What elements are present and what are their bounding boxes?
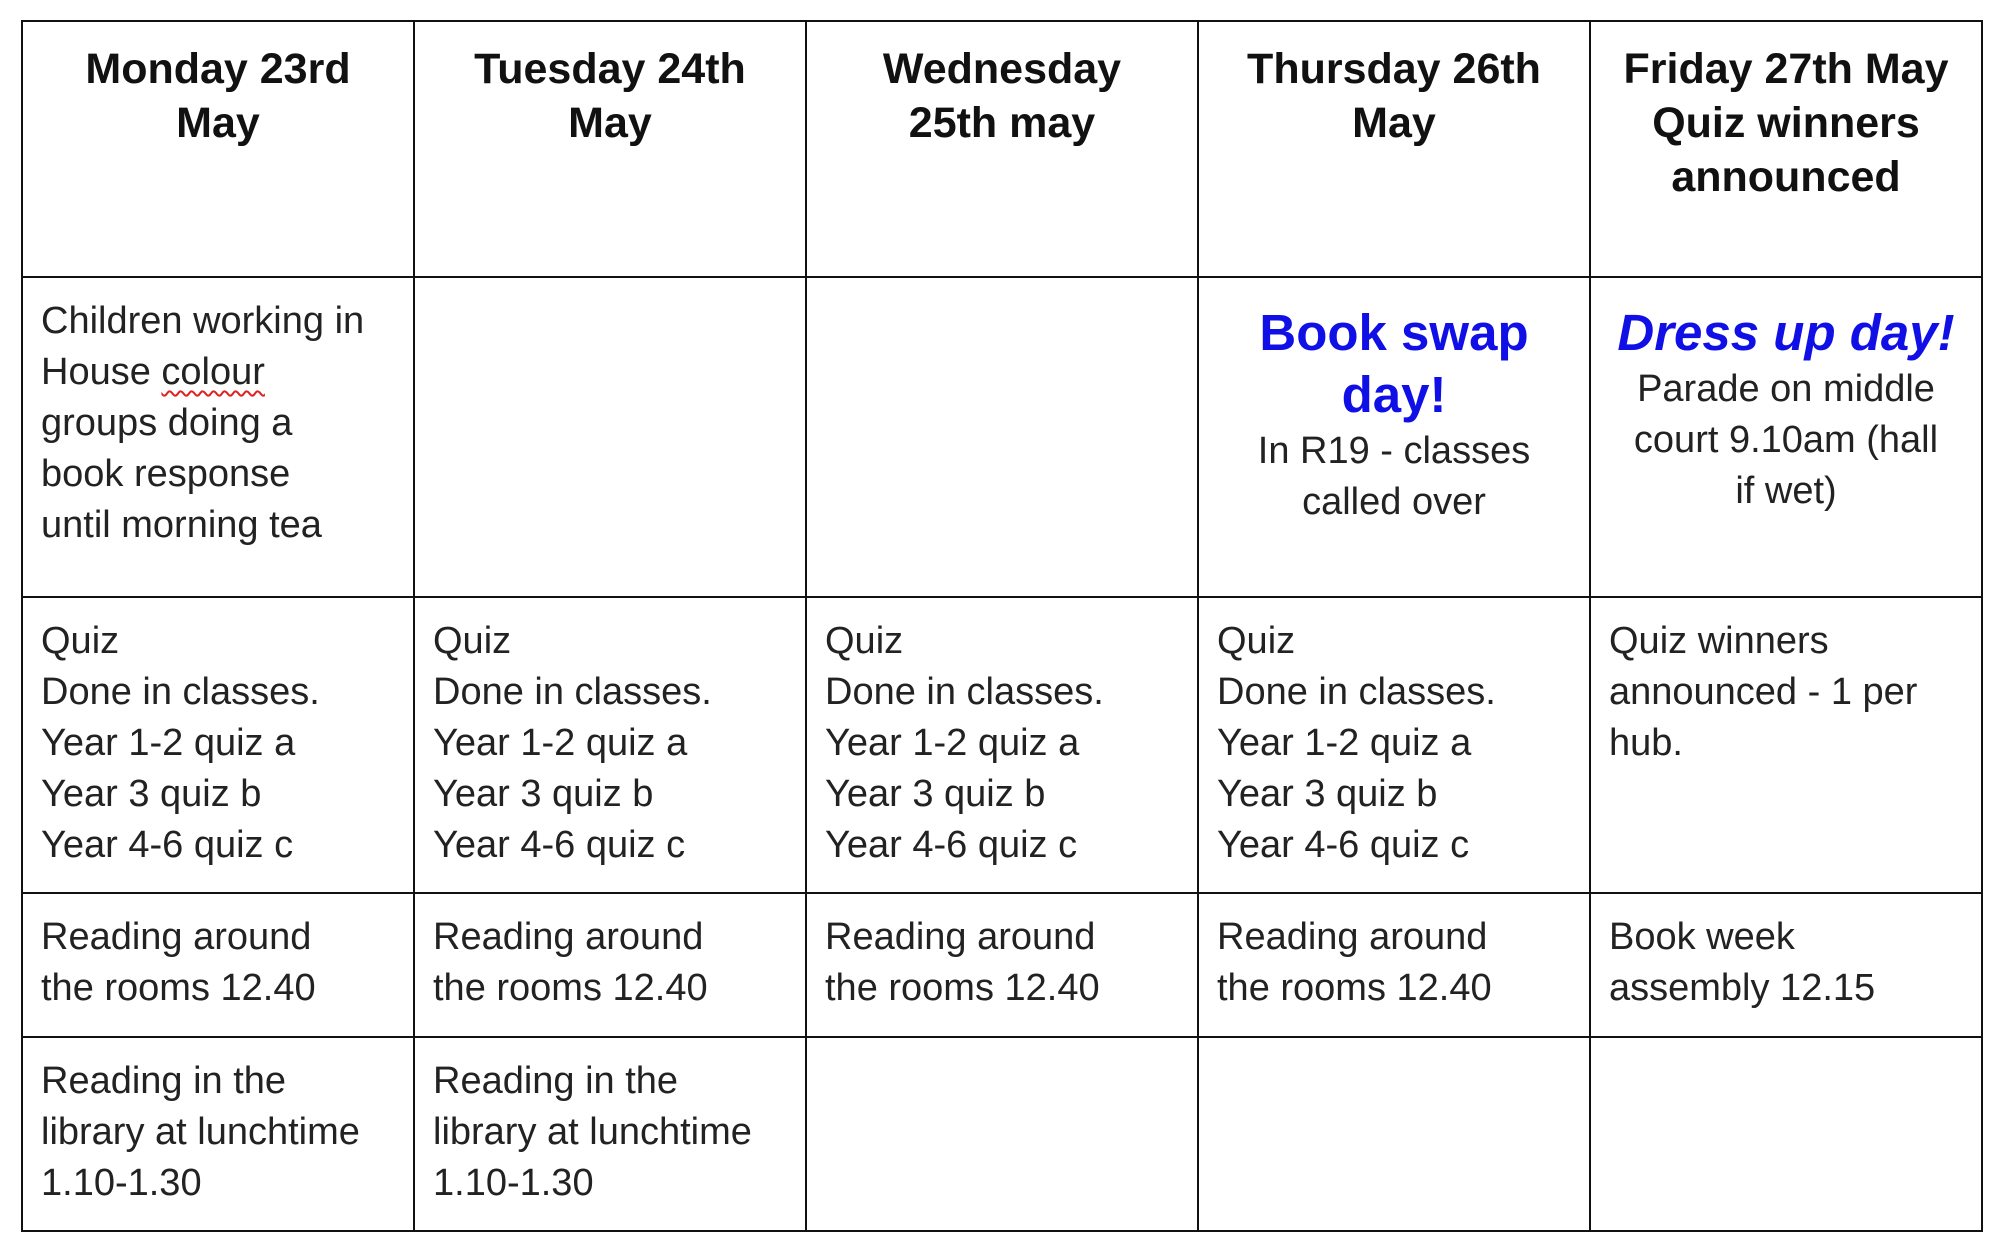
library-cell-friday[interactable] [1590,1037,1982,1231]
text-line: groups doing a [41,402,293,444]
library-text: Reading in the library at lunchtime 1.10-1.30 [433,1060,752,1204]
day-heading: Thursday 26th May [1247,45,1541,147]
library-text [1591,1038,1981,1056]
reading-cell-monday[interactable] [22,893,414,1037]
header-cell-tuesday[interactable] [414,21,806,277]
quiz-text: Quiz Done in classes. Year 1-2 quiz a Year 3 quiz b Year 4-6 quiz c [1217,620,1496,866]
quiz-cell-friday[interactable] [1590,597,1982,893]
text-line: Children working in [41,300,365,342]
text-line: Parade on middle [1637,368,1935,410]
header-row [22,21,1982,277]
library-text [807,1038,1197,1056]
events-cell-monday[interactable] [22,277,414,597]
title-line: day! [1341,366,1447,423]
book-swap-title [1199,278,1589,426]
reading-text: Reading around the rooms 12.40 [41,916,316,1009]
text-fragment: House [41,351,162,393]
day-heading: Wednesday 25th may [882,45,1122,147]
book-week-schedule-table [21,20,1983,1232]
reading-cell-wednesday[interactable] [806,893,1198,1037]
quiz-text: Quiz Done in classes. Year 1-2 quiz a Year 3 quiz b Year 4-6 quiz c [825,620,1104,866]
text-line: if wet) [1735,470,1837,512]
day-heading: Monday 23rd May [85,45,351,147]
text-line: called over [1302,481,1486,523]
events-cell-wednesday[interactable] [806,277,1198,597]
quiz-text: Quiz Done in classes. Year 1-2 quiz a Year 3 quiz b Year 4-6 quiz c [41,620,320,866]
text-line [41,347,399,398]
events-cell-thursday[interactable] [1198,277,1590,597]
reading-cell-friday[interactable] [1590,893,1982,1037]
text-line: until morning tea [41,504,322,546]
quiz-cell-thursday[interactable] [1198,597,1590,893]
header-cell-wednesday[interactable] [806,21,1198,277]
reading-text: Reading around the rooms 12.40 [433,916,708,1009]
quiz-text: Quiz Done in classes. Year 1-2 quiz a Year 3 quiz b Year 4-6 quiz c [433,620,712,866]
library-row [22,1037,1982,1231]
dress-up-details [1591,364,1981,517]
library-cell-wednesday[interactable] [806,1037,1198,1231]
events-cell-tuesday[interactable] [414,277,806,597]
book-swap-details [1199,426,1589,528]
reading-cell-tuesday[interactable] [414,893,806,1037]
title-line: Book swap [1259,304,1529,361]
header-cell-monday[interactable] [22,21,414,277]
text-line: book response [41,453,291,495]
house-groups-text [23,278,413,551]
reading-row [22,893,1982,1037]
reading-text: Reading around the rooms 12.40 [1217,916,1492,1009]
library-text: Reading in the library at lunchtime 1.10-1.30 [41,1060,360,1204]
quiz-winners-text: Quiz winners announced - 1 per hub. [1609,620,1918,764]
quiz-row [22,597,1982,893]
text-line: court 9.10am (hall [1633,419,1939,461]
dress-up-title: Dress up day! [1617,304,1955,361]
header-cell-friday[interactable] [1590,21,1982,277]
library-cell-tuesday[interactable] [414,1037,806,1231]
spellcheck-flagged-word[interactable]: colour [161,351,265,393]
day-heading: Friday 27th May Quiz winners announced [1623,45,1949,201]
events-cell-friday[interactable] [1590,277,1982,597]
quiz-cell-wednesday[interactable] [806,597,1198,893]
day-heading: Tuesday 24th May [474,45,746,147]
quiz-cell-monday[interactable] [22,597,414,893]
header-cell-thursday[interactable] [1198,21,1590,277]
special-events-row [22,277,1982,597]
library-cell-monday[interactable] [22,1037,414,1231]
text-line: In R19 - classes [1257,430,1531,472]
reading-cell-thursday[interactable] [1198,893,1590,1037]
assembly-text: Book week assembly 12.15 [1609,916,1876,1009]
quiz-cell-tuesday[interactable] [414,597,806,893]
library-cell-thursday[interactable] [1198,1037,1590,1231]
library-text [1199,1038,1589,1056]
reading-text: Reading around the rooms 12.40 [825,916,1100,1009]
